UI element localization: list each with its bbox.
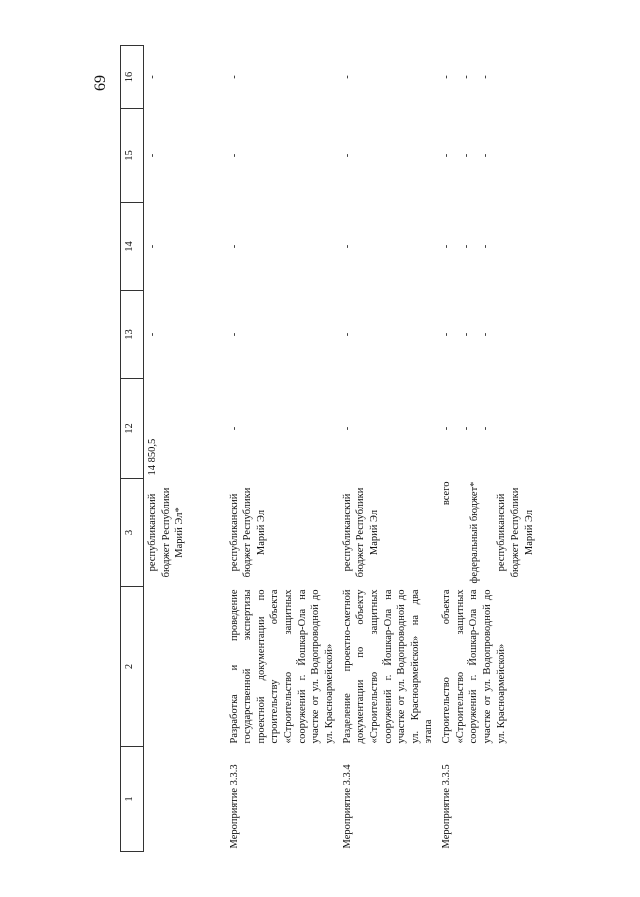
value-col-16: -	[228, 75, 240, 79]
funding-source-federal: федеральный бюджет*	[468, 481, 480, 584]
funding-source-republic: республиканский бюджет Республики Марий Эл	[496, 487, 535, 578]
value-col-15: -	[147, 153, 158, 158]
value-col-15: -	[341, 153, 353, 158]
value-col-15: -	[228, 153, 240, 158]
value-republic: -	[480, 153, 492, 158]
value-total: -	[441, 426, 453, 431]
value-col-12: -	[228, 426, 240, 431]
funding-sources	[438, 479, 542, 587]
value-total: -	[441, 244, 453, 249]
value-col-16	[438, 46, 542, 109]
value-federal: -	[460, 153, 472, 158]
funding-source: республиканский бюджет Республики Марий Эл	[228, 487, 267, 578]
value-republic: -	[480, 426, 492, 431]
value-col-14: -	[341, 244, 353, 249]
value-republic: -	[480, 332, 492, 337]
value-federal: -	[460, 75, 472, 79]
header-col-3: 3	[121, 479, 144, 587]
header-col-16: 16	[121, 46, 144, 109]
header-col-15: 15	[121, 109, 144, 203]
value-col-13: -	[341, 332, 353, 337]
value-col-13: -	[147, 332, 158, 337]
value-federal: -	[460, 244, 472, 249]
row-activity-3-3-5	[438, 46, 542, 852]
header-col-2: 2	[121, 587, 144, 747]
value-col-12: -	[341, 426, 353, 431]
funding-source: республиканский бюджет Республики Марий Эл*	[147, 487, 186, 578]
value-col-13: -	[228, 332, 240, 337]
header-col-13: 13	[121, 291, 144, 379]
value-col-16: -	[147, 75, 158, 79]
value-total: -	[441, 75, 453, 79]
header-col-14: 14	[121, 203, 144, 291]
value-total: -	[441, 332, 453, 337]
value-republic: -	[480, 75, 492, 79]
activity-cell	[144, 747, 226, 852]
value-federal: -	[460, 332, 472, 337]
value-federal: -	[460, 426, 472, 431]
activity-cell: Мероприятие 3.3.5	[441, 764, 453, 849]
value-total: -	[441, 153, 453, 158]
description-cell: Разделение проектно-сметной документации по объекту «Строительство защитных сооружений г. Йошкар-Ола на участке от ул. Водопроводной до ул. Красноармейской» на два этапа	[341, 589, 435, 744]
row-activity-3-3-4	[339, 46, 438, 852]
table-row	[144, 46, 226, 852]
activity-cell: Мероприятие 3.3.4	[341, 764, 353, 849]
description-cell: Строительство объекта «Строительство защитных сооружений г. Йошкар-Ола на участке от ул. Водопроводной до ул. Красноармейской»	[441, 589, 507, 744]
funding-source: республиканский бюджет Республики Марий Эл	[341, 487, 380, 578]
row-activity-3-3-3	[226, 46, 339, 852]
value-republic: -	[480, 244, 492, 249]
header-row	[121, 46, 144, 852]
activity-cell: Мероприятие 3.3.3	[228, 764, 240, 849]
header-col-1: 1	[121, 747, 144, 852]
page-number: 69	[92, 75, 109, 91]
value-col-14: -	[147, 244, 158, 249]
value-col-12	[438, 379, 542, 479]
value-col-14	[438, 203, 542, 291]
description-cell: Разработка и проведение государственной экспертизы проектной документации по строительству объекта «Строительство защитных сооружений г. Йошкар-Ола на участке от ул. Водопроводной до ул. Красноармейской»	[228, 589, 335, 744]
header-col-12: 12	[121, 379, 144, 479]
value-col-13	[438, 291, 542, 379]
value-col-12: 14 850,5	[147, 438, 158, 476]
value-col-14: -	[228, 244, 240, 249]
budget-table	[120, 45, 542, 852]
value-col-15	[438, 109, 542, 203]
funding-source-total: всего	[441, 481, 453, 506]
description-cell	[144, 587, 226, 747]
value-col-16: -	[341, 75, 353, 79]
